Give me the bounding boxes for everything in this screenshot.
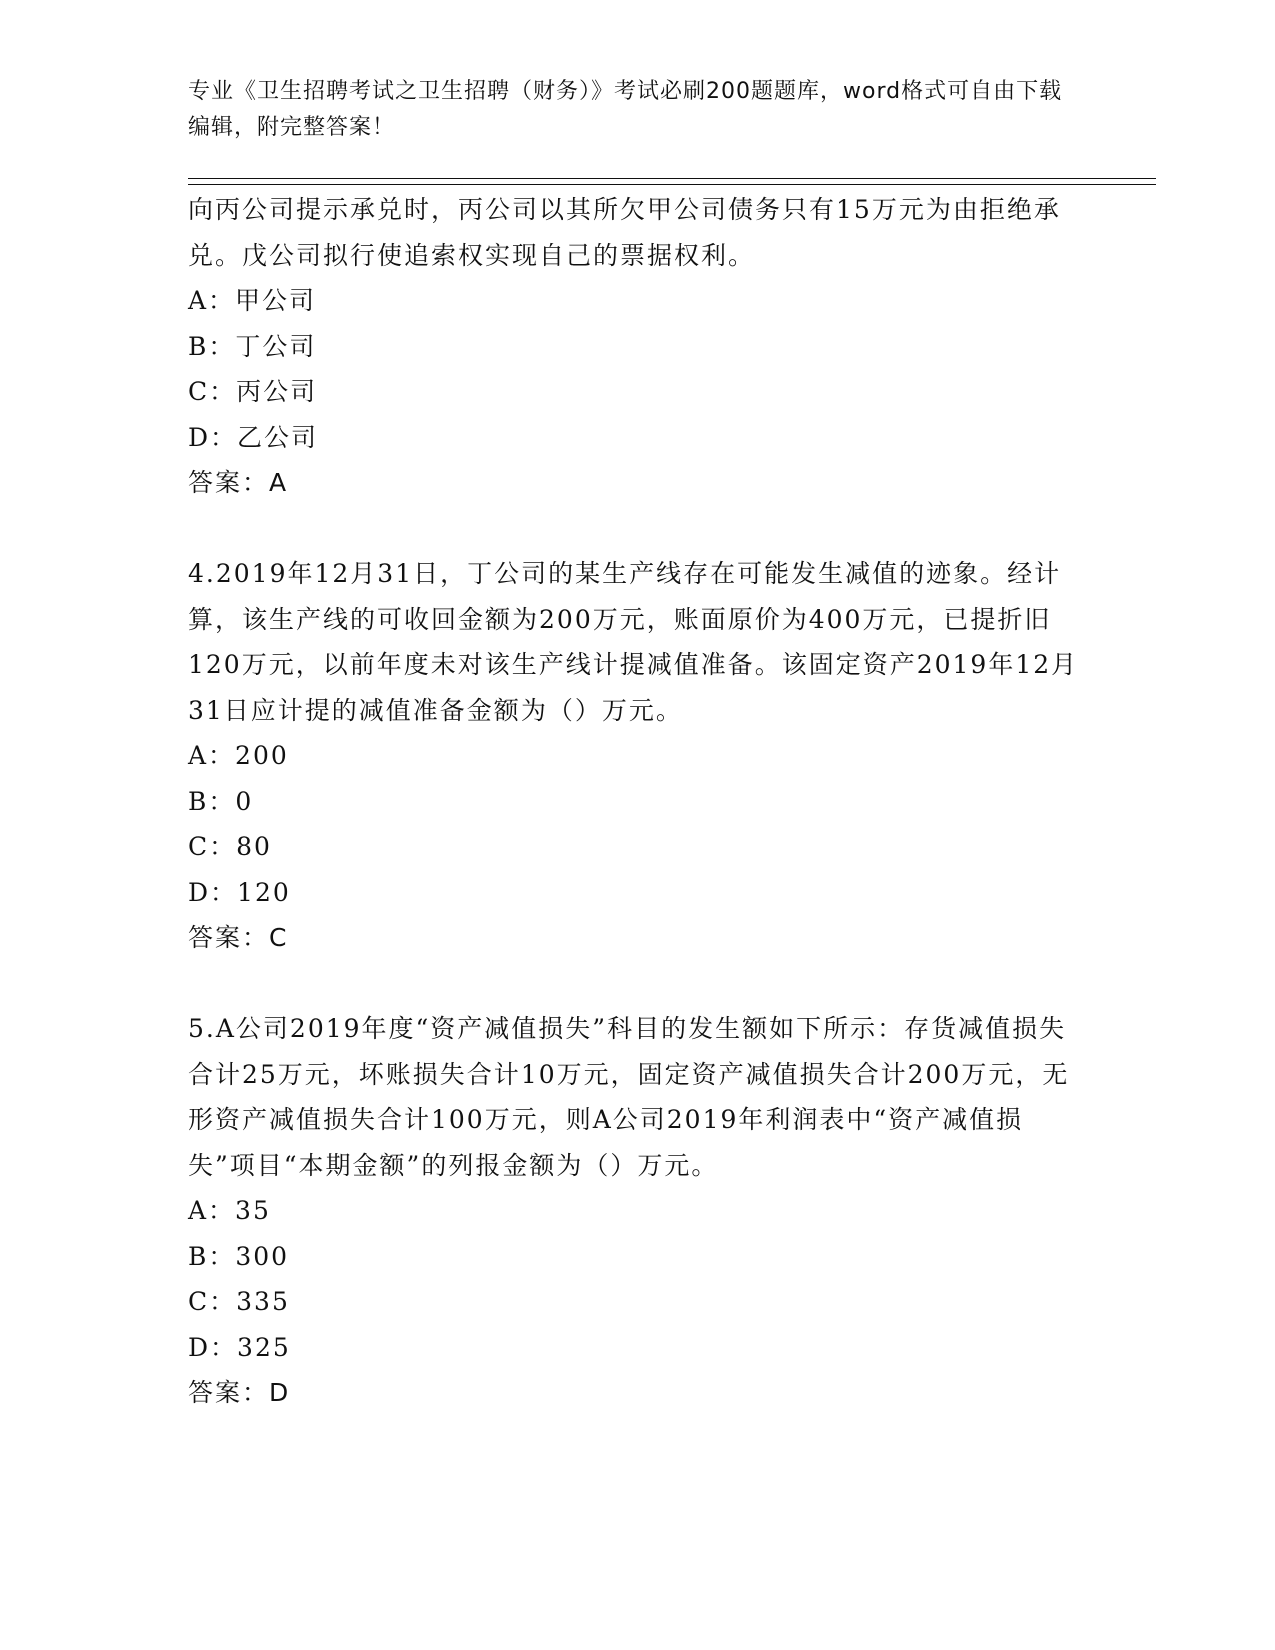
question-4-option-c: C：80 bbox=[188, 832, 272, 861]
question-4-option-b: B：0 bbox=[188, 786, 254, 816]
question-3-stem: 向丙公司提示承兑时，丙公司以其所欠甲公司债务只有15万元为由拒绝承兑。戊公司拟行使追索权实现自己的票据权利。 bbox=[188, 195, 1061, 270]
question-4-stem: 4.2019年12月31日，丁公司的某生产线存在可能发生减值的迹象。经计算，该生产线的可收回金额为200万元，账面原价为400万元，已提折旧120万元，以前年度未对该生产线计提减值准备。该固定资产2019年12月31日应计提的减值准备金额为（）万元。 bbox=[188, 559, 1079, 725]
question-3-option-d: D：乙公司 bbox=[188, 422, 319, 452]
question-3-option-c: C：丙公司 bbox=[188, 377, 318, 406]
question-5-answer: 答案：D bbox=[188, 1378, 291, 1407]
question-3-answer: 答案：A bbox=[188, 468, 289, 497]
question-3-option-a: A：甲公司 bbox=[188, 286, 317, 315]
document-header: 专业《卫生招聘考试之卫生招聘（财务）》考试必刷200题题库，word格式可自由下载编辑，附完整答案！ bbox=[188, 79, 1063, 140]
question-4-block bbox=[188, 551, 1088, 961]
question-3-option-b: B：丁公司 bbox=[188, 331, 317, 361]
question-4-option-d: D：120 bbox=[188, 877, 291, 907]
question-list bbox=[188, 187, 1088, 1416]
question-5-option-b: B：300 bbox=[188, 1241, 290, 1271]
question-spacer bbox=[188, 506, 1088, 552]
header-divider-bottom bbox=[188, 184, 1156, 185]
question-5-block bbox=[188, 1006, 1088, 1416]
question-4-answer: 答案：C bbox=[188, 923, 289, 952]
question-spacer bbox=[188, 961, 1088, 1007]
question-5-option-c: C：335 bbox=[188, 1287, 290, 1316]
question-5-option-d: D：325 bbox=[188, 1332, 291, 1362]
question-5-option-a: A：35 bbox=[188, 1196, 271, 1225]
question-3-block bbox=[188, 187, 1088, 506]
header-divider-top bbox=[188, 178, 1156, 179]
question-5-stem: 5.A公司2019年度“资产减值损失”科目的发生额如下所示：存货减值损失合计25万元，坏账损失合计10万元，固定资产减值损失合计200万元，无形资产减值损失合计100万元，则A公司2019年利润表中“资产减值损失”项目“本期金额”的列报金额为（）万元。 bbox=[188, 1014, 1070, 1180]
question-4-option-a: A：200 bbox=[188, 741, 289, 770]
